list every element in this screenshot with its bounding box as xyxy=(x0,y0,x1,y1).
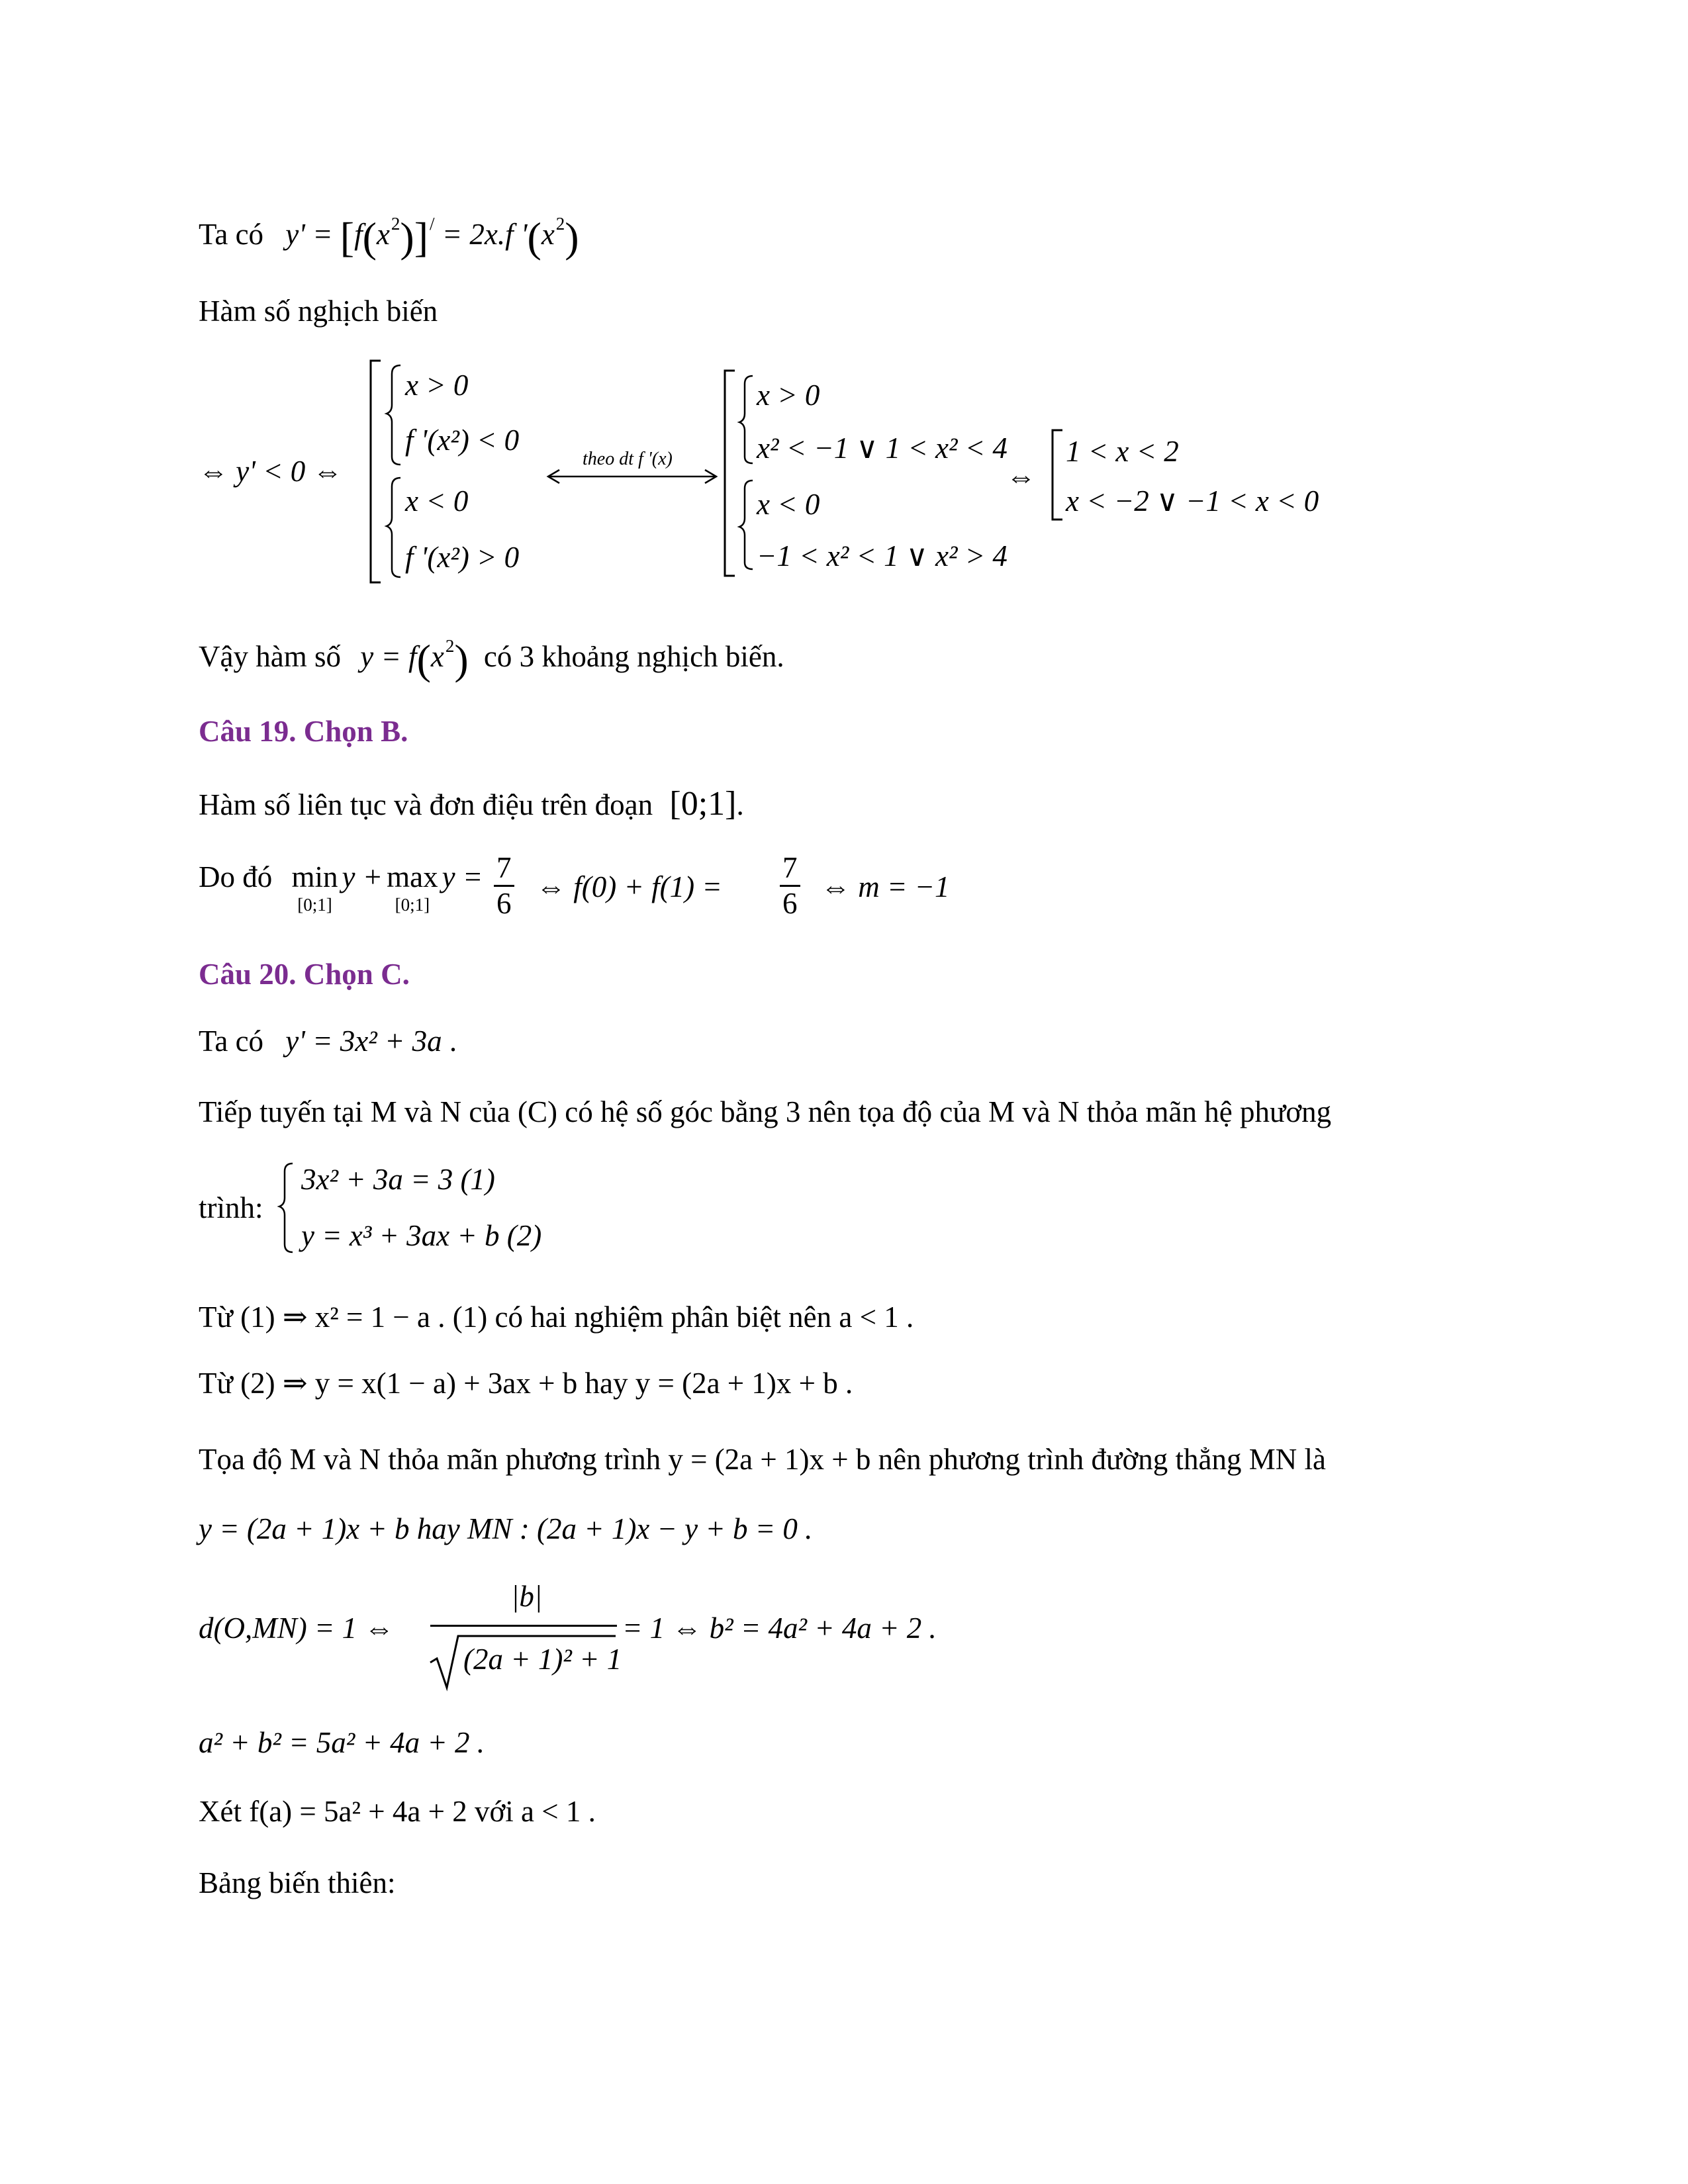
case1-cond-b: f '(x²) < 0 xyxy=(405,424,520,457)
q20-tu2: Từ (2) ⇒ y = x(1 − a) + 3ax + b hay y = (2a + 1)x + b . xyxy=(199,1367,853,1400)
derivative-mid: = 2x.f ' xyxy=(442,218,528,251)
prime-mark: / xyxy=(430,214,435,234)
result-1: 1 < x < 2 xyxy=(1066,435,1179,468)
equivalence-sign: ⇔ xyxy=(1006,460,1036,493)
max-label: max xyxy=(387,860,438,893)
q20-trinh-label: trình: xyxy=(199,1191,263,1224)
denominator: 6 xyxy=(782,886,798,920)
x-var: x xyxy=(376,218,390,251)
case3-cond-b: x² < −1 ∨ 1 < x² < 4 xyxy=(757,432,1008,465)
paren: ) xyxy=(454,636,469,683)
q20-heading: Câu 20. Chọn C. xyxy=(199,958,410,991)
paren: ( xyxy=(527,214,541,261)
dist-lhs: d(O,MN) = 1 ⇔ xyxy=(199,1612,395,1645)
case2-cond-b: f '(x²) > 0 xyxy=(405,541,520,574)
case2-cond-a: x < 0 xyxy=(405,484,469,518)
q20-xet: Xét f(a) = 5a² + 4a + 2 với a < 1 . xyxy=(199,1795,596,1828)
denominator: 6 xyxy=(496,886,512,920)
q20-toa-do: Tọa độ M và N thỏa mãn phương trình y = (2a + 1)x + b nên phương trình đường thẳng MN là xyxy=(199,1443,1326,1476)
paren: ) xyxy=(565,214,579,261)
period: . xyxy=(736,788,744,821)
system2-eq2: y = x³ + 3ax + b (2) xyxy=(301,1219,542,1252)
derivative-lhs: y' = xyxy=(285,218,333,251)
q19-middle: ⇔ f(0) + f(1) = xyxy=(536,870,722,903)
nghich-bien-line: Hàm số nghịch biến xyxy=(199,295,438,328)
max-sub: [0;1] xyxy=(395,894,430,915)
case4-cond-a: x < 0 xyxy=(757,488,820,521)
paren: ( xyxy=(362,214,377,261)
exponent: 2 xyxy=(391,214,400,234)
bracket-open: [ xyxy=(340,214,355,261)
y-eq: y = f xyxy=(360,640,417,674)
numerator: 7 xyxy=(494,852,514,887)
y-plus: y + xyxy=(342,860,383,893)
exponent: 2 xyxy=(445,636,455,657)
dist-denominator: (2a + 1)² + 1 xyxy=(463,1643,622,1676)
y-eq: y = xyxy=(442,860,483,893)
q19-heading: Câu 19. Chọn B. xyxy=(199,715,408,748)
q20-tu1: Từ (1) ⇒ x² = 1 − a . (1) có hai nghiệm phân biệt nên a < 1 . xyxy=(199,1300,914,1334)
x-var: x xyxy=(430,640,444,674)
arrow-label: theo dt f '(x) xyxy=(583,449,673,469)
q20-mn-line: y = (2a + 1)x + b hay MN : (2a + 1)x − y + b = 0 . xyxy=(199,1512,813,1545)
case4-cond-b: −1 < x² < 1 ∨ x² > 4 xyxy=(757,539,1008,572)
result-2: x < −2 ∨ −1 < x < 0 xyxy=(1066,484,1319,518)
q20-bbt: Bảng biến thiên: xyxy=(199,1866,396,1899)
system-lead: ⇔ y' < 0 ⇔ xyxy=(199,455,343,488)
q20-sum: a² + b² = 5a² + 4a + 2 . xyxy=(199,1726,485,1759)
numerator: 7 xyxy=(780,852,800,887)
conclusion-pre: Vậy hàm số xyxy=(199,640,341,674)
ta-co-label: Ta có xyxy=(199,1024,264,1058)
q20-tiep-tuyen: Tiếp tuyến tại M và N của (C) có hệ số góc bằng 3 nên tọa độ của M và N thỏa mãn hệ phương xyxy=(199,1095,1332,1128)
paren: ( xyxy=(416,636,431,683)
f-symbol: f xyxy=(354,218,363,251)
min-sub: [0;1] xyxy=(297,894,332,915)
q19-interval: [0;1] xyxy=(669,785,737,823)
min-label: min xyxy=(291,860,338,893)
q19-result: ⇔ m = −1 xyxy=(821,870,950,903)
paren: ) xyxy=(400,214,414,261)
q20-derivative: y' = 3x² + 3a xyxy=(285,1024,442,1058)
bracket-close: ] xyxy=(414,214,429,261)
dist-rhs: = 1 ⇔ b² = 4a² + 4a + 2 . xyxy=(622,1612,937,1645)
exponent: 2 xyxy=(555,214,565,234)
case3-cond-a: x > 0 xyxy=(757,379,820,412)
case1-cond-a: x > 0 xyxy=(405,369,469,402)
conclusion-post: có 3 khoảng nghịch biến. xyxy=(483,640,784,674)
ta-co-label: Ta có xyxy=(199,218,264,251)
x-var: x xyxy=(541,218,555,251)
period: . xyxy=(442,1024,457,1058)
q19-text: Hàm số liên tục và đơn điệu trên đoạn xyxy=(199,788,653,821)
system2-eq1: 3x² + 3a = 3 (1) xyxy=(301,1163,495,1196)
dist-numerator: |b| xyxy=(511,1580,543,1613)
do-do-label: Do đó xyxy=(199,860,273,893)
